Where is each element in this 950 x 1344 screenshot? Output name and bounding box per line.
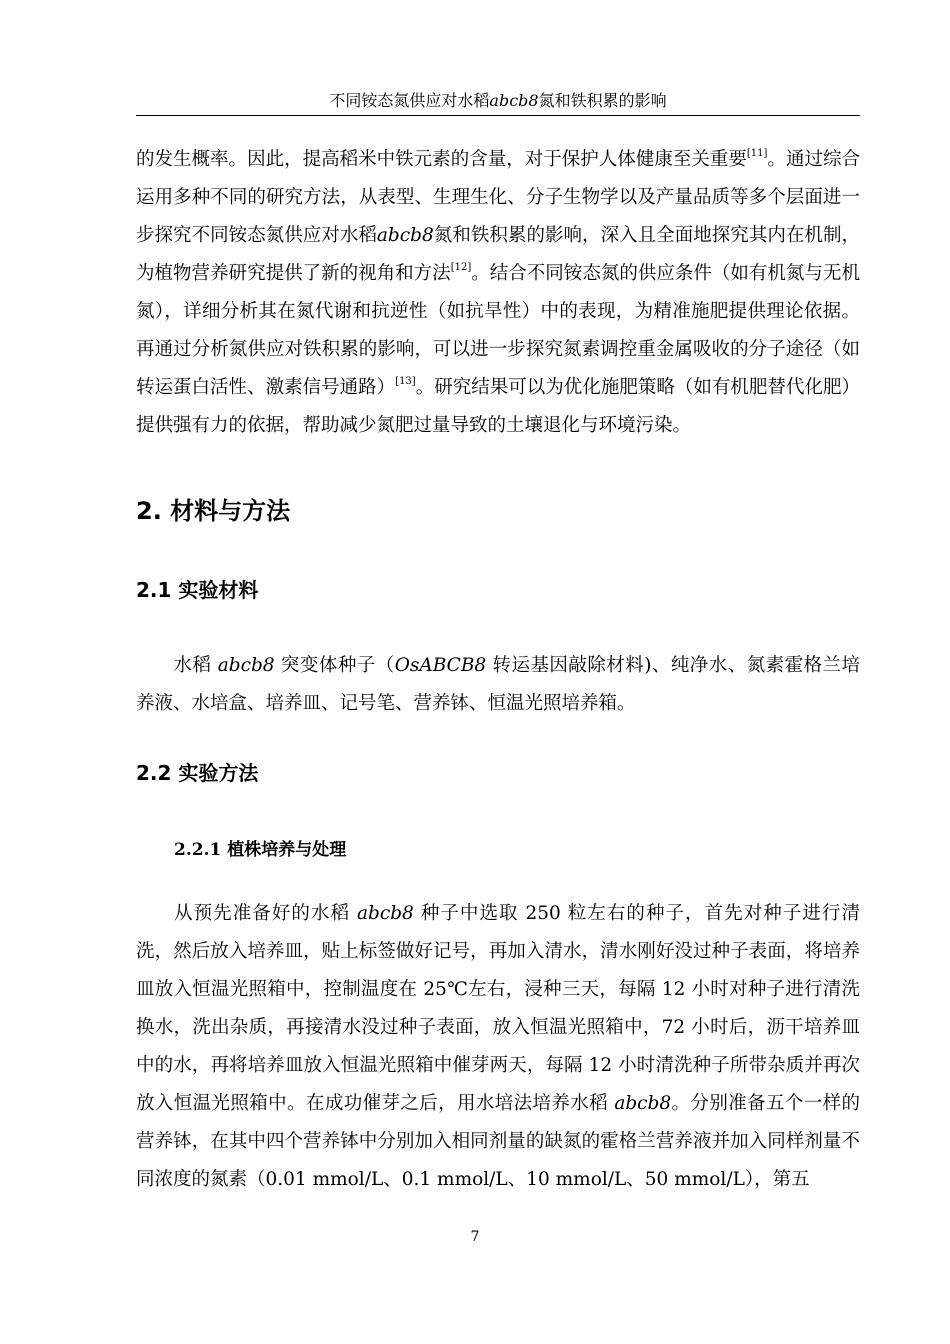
page-number: 7 [470, 1229, 480, 1245]
section-heading-2: 2. 材料与方法 [136, 497, 291, 525]
section-heading-2-2: 2.2 实验方法 [136, 761, 259, 785]
intro-text-5: 。研究结果可以为优化施肥策略（如有机肥替代化肥）提供强有力的依据，帮助减少氮肥过量导致的土壤退化与环境污染。 [136, 377, 860, 436]
citation-13: [13] [395, 376, 416, 387]
gene-name-os: OsABCB8 [394, 655, 487, 676]
gene-name: abcb8 [217, 655, 275, 676]
materials-paragraph [136, 647, 860, 723]
header-rule [136, 115, 860, 116]
intro-paragraph [136, 141, 860, 445]
running-header [136, 90, 860, 112]
method-text-1: 从预先准备好的水稻 [173, 903, 357, 924]
intro-text-3: 氮和铁积累的影响，深入且全面地探究其内在机制，为植物营养研究提供了新的视角和方法 [136, 225, 860, 284]
section-heading-2-1: 2.1 实验材料 [136, 578, 259, 602]
citation-12: [12] [450, 262, 472, 273]
materials-text-3: 转运基因敲除材料)、纯净水、氮素霍格兰培养液、水培盒、培养皿、记号笔、营养钵、恒温光照培养箱。 [136, 655, 860, 714]
method-paragraph [136, 895, 860, 1199]
method-text-2: 种子中选取 250 粒左右的种子，首先对种子进行清洗，然后放入培养皿，贴上标签做好记号，再加入清水，清水刚好没过种子表面，将培养皿放入恒温光照箱中，控制温度在 25℃左右，浸种三天，每隔 12 小时对种子进行清洗换水，洗出杂质，再接清水没过种子表面，放入恒温光照箱中，72 小时后，沥干培养皿中的水，再将培养皿放入恒温光照箱中催芽两天，每隔 12 小时清洗种子所带杂质并再次放入恒温光照箱中。在成功催芽之后，用水培法培养水稻 [136, 903, 860, 1114]
gene-name: abcb8 [356, 903, 414, 924]
intro-text-4: 。结合不同铵态氮的供应条件（如有机氮与无机氮），详细分析其在氮代谢和抗逆性（如抗旱性）中的表现，为精准施肥提供理论依据。再通过分析氮供应对铁积累的影响，可以进一步探究氮素调控重金属吸收的分子途径（如转运蛋白活性、激素信号通路） [136, 263, 860, 398]
citation-11: [11] [746, 148, 768, 159]
materials-text-1: 水稻 [173, 655, 218, 676]
header-gene-name: abcb8 [489, 91, 539, 110]
gene-name: abcb8 [376, 225, 434, 246]
header-title-pre: 不同铵态氮供应对水稻 [329, 91, 490, 110]
materials-text-2: 突变体种子（ [274, 655, 395, 676]
gene-name: abcb8 [614, 1093, 672, 1114]
section-heading-2-2-1: 2.2.1 植株培养与处理 [174, 840, 347, 860]
header-title-post: 氮和铁积累的影响 [538, 91, 667, 110]
intro-text-2: 。通过综合运用多种不同的研究方法，从表型、生理生化、分子生物学以及产量品质等多个层面进一步探究不同铵态氮供应对水稻 [136, 149, 860, 246]
intro-text-1: 的发生概率。因此，提高稻米中铁元素的含量，对于保护人体健康至关重要 [136, 149, 747, 170]
method-text-3: 。分别准备五个一样的营养钵，在其中四个营养钵中分别加入相同剂量的缺氮的霍格兰营养液并加入同样剂量不同浓度的氮素（0.01 mmol/L、0.1 mmol/L、10 mmol/L、50 mmol/L），第五 [136, 1093, 860, 1190]
